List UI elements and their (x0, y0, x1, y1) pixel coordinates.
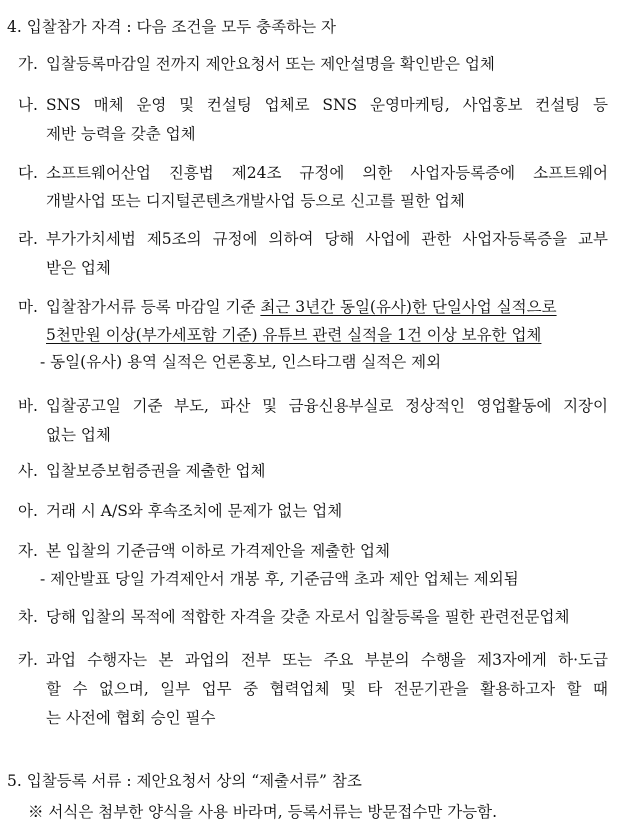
item-text (46, 650, 608, 670)
item-text-continuation (46, 325, 541, 345)
item-text (46, 95, 608, 115)
item-label: 다. (18, 164, 38, 182)
item-label: 사. (18, 462, 38, 480)
item-text-continuation: 제반 능력을 갖춘 업체 (46, 125, 196, 143)
item-text (46, 297, 557, 317)
item-sub-note: - 제안발표 당일 가격제안서 개봉 후, 기준금액 초과 제안 업체는 제외됨 (40, 570, 519, 588)
item-text (46, 396, 608, 416)
item-text (46, 229, 608, 249)
item-label: 마. (18, 298, 38, 316)
item-text-underlined: 5천만원 이상(부가세포함 기준) 유튜브 관련 실적을 1건 이상 보유한 업체 (46, 326, 542, 344)
item-text: 본 입찰의 기준금액 이하로 가격제안을 제출한 업체 (46, 542, 390, 560)
item-label: 아. (18, 502, 38, 520)
item-text: 당해 입찰의 목적에 적합한 자격을 갖춘 자로서 입찰등록을 필한 관련전문업체 (46, 608, 570, 626)
item-text-line: 입찰공고일 기준 부도, 파산 및 금융신용부실로 정상적인 영업활동에 지장이 (46, 397, 608, 415)
item-text: 거래 시 A/S와 후속조치에 문제가 없는 업체 (46, 502, 343, 520)
item-text-plain: 입찰참가서류 등록 마감일 기준 (46, 298, 261, 316)
section-5-title: 5. 입찰등록 서류 : 제안요청서 상의 “제출서류” 참조 (7, 772, 362, 790)
item-text-underlined: 최근 3년간 동일(유사)한 단일사업 실적으로 (260, 298, 557, 316)
item-label: 카. (18, 651, 38, 669)
item-text-line: 부가가치세법 제5조의 규정에 의하여 당해 사업에 관한 사업자등록증을 교부 (46, 230, 608, 248)
item-text: 입찰등록마감일 전까지 제안요청서 또는 제안설명을 확인받은 업체 (46, 55, 495, 73)
item-text-continuation: 없는 업체 (46, 426, 111, 444)
item-text-line: 할 수 없으며, 일부 업무 중 협력업체 및 타 전문기관을 활용하고자 할 때 (46, 680, 608, 698)
item-text-continuation (46, 679, 608, 699)
item-label: 나. (18, 96, 38, 114)
item-label: 라. (18, 230, 38, 248)
item-label: 자. (18, 542, 38, 560)
item-text-continuation: 는 사전에 협회 승인 필수 (46, 709, 216, 727)
section-4-title: 4. 입찰참가 자격 : 다음 조건을 모두 충족하는 자 (7, 18, 336, 36)
item-text-line: 과업 수행자는 본 과업의 전부 또는 주요 부분의 수행을 제3자에게 하·도급 (46, 651, 608, 669)
item-text (46, 163, 608, 183)
item-label: 차. (18, 608, 38, 626)
item-text-continuation: 받은 업체 (46, 259, 111, 277)
item-text: 입찰보증보험증권을 제출한 업체 (46, 462, 266, 480)
item-text-line: SNS 매체 운영 및 컨설팅 업체로 SNS 운영마케팅, 사업홍보 컨설팅 등 (46, 96, 608, 114)
item-text-line: 소프트웨어산업 진흥법 제24조 규정에 의한 사업자등록증에 소프트웨어 (46, 164, 608, 182)
item-text-continuation: 개발사업 또는 디지털콘텐츠개발사업 등으로 신고를 필한 업체 (46, 192, 465, 210)
item-sub-note: - 동일(유사) 용역 실적은 언론홍보, 인스타그램 실적은 제외 (40, 353, 442, 371)
item-label: 바. (18, 397, 38, 415)
item-label: 가. (18, 55, 38, 73)
section-5-note: ※ 서식은 첨부한 양식을 사용 바라며, 등록서류는 방문접수만 가능함. (28, 803, 498, 821)
